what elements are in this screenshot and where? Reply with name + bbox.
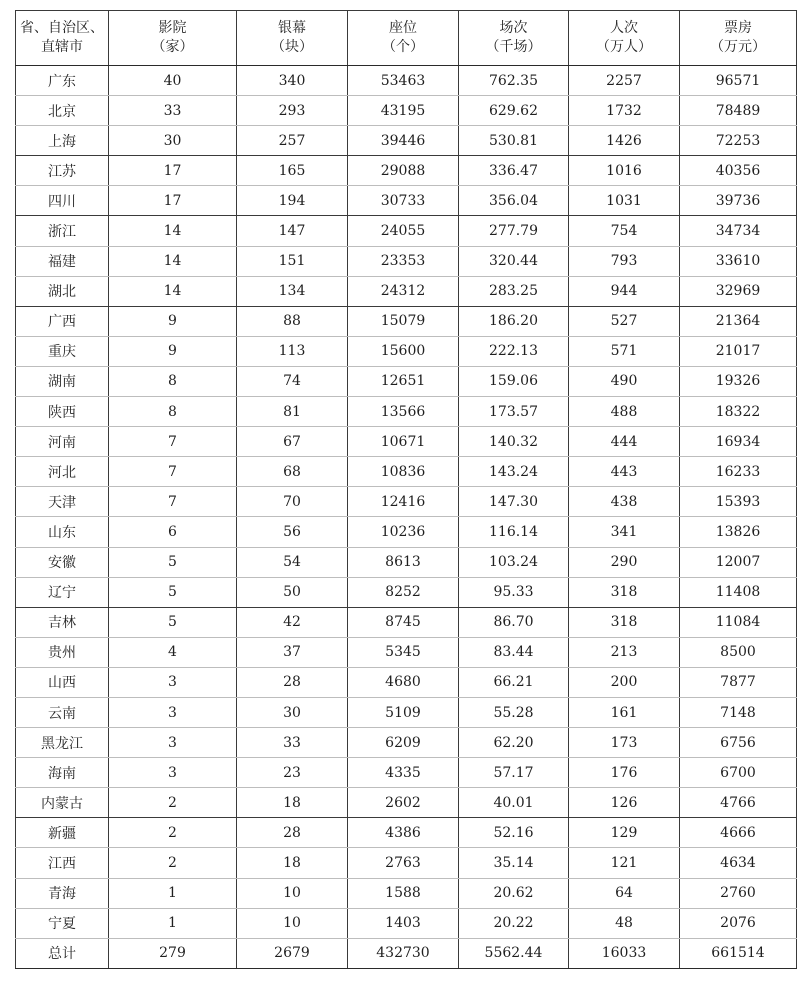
cell-screens: 10 bbox=[237, 878, 348, 908]
cell-admissions: 129 bbox=[569, 818, 680, 848]
cell-screenings: 62.20 bbox=[459, 728, 569, 758]
cell-region: 广西 bbox=[16, 306, 109, 336]
cell-admissions: 290 bbox=[569, 547, 680, 577]
cell-cinemas: 14 bbox=[109, 276, 237, 306]
cell-screens: 28 bbox=[237, 667, 348, 697]
cell-seats: 4335 bbox=[348, 758, 459, 788]
cell-box-office: 72253 bbox=[680, 126, 797, 156]
cell-screenings: 356.04 bbox=[459, 186, 569, 216]
cell-region: 安徽 bbox=[16, 547, 109, 577]
header-admissions bbox=[569, 11, 680, 66]
cell-cinemas: 4 bbox=[109, 637, 237, 667]
cell-box-office: 21017 bbox=[680, 336, 797, 366]
cell-screenings: 143.24 bbox=[459, 457, 569, 487]
total-box-office: 661514 bbox=[680, 938, 797, 968]
table-body bbox=[16, 66, 797, 969]
cell-region: 广东 bbox=[16, 66, 109, 96]
cell-box-office: 78489 bbox=[680, 96, 797, 126]
header-region bbox=[16, 11, 109, 66]
cell-screens: 67 bbox=[237, 427, 348, 457]
cell-region: 河南 bbox=[16, 427, 109, 457]
header-row bbox=[16, 11, 797, 66]
cell-region: 新疆 bbox=[16, 818, 109, 848]
cell-screens: 42 bbox=[237, 607, 348, 637]
cell-cinemas: 17 bbox=[109, 156, 237, 186]
cell-screenings: 186.20 bbox=[459, 306, 569, 336]
cell-cinemas: 5 bbox=[109, 607, 237, 637]
cell-screens: 88 bbox=[237, 306, 348, 336]
cell-cinemas: 33 bbox=[109, 96, 237, 126]
cell-admissions: 176 bbox=[569, 758, 680, 788]
cell-admissions: 318 bbox=[569, 577, 680, 607]
cell-screenings: 530.81 bbox=[459, 126, 569, 156]
table-row bbox=[16, 547, 797, 577]
cell-box-office: 40356 bbox=[680, 156, 797, 186]
cell-cinemas: 40 bbox=[109, 66, 237, 96]
cell-cinemas: 9 bbox=[109, 336, 237, 366]
cell-seats: 6209 bbox=[348, 728, 459, 758]
cell-admissions: 318 bbox=[569, 607, 680, 637]
table-row bbox=[16, 96, 797, 126]
cell-screenings: 140.32 bbox=[459, 427, 569, 457]
cell-region: 青海 bbox=[16, 878, 109, 908]
cell-screens: 74 bbox=[237, 366, 348, 396]
cell-region: 海南 bbox=[16, 758, 109, 788]
cell-screenings: 57.17 bbox=[459, 758, 569, 788]
cell-cinemas: 8 bbox=[109, 397, 237, 427]
cell-screens: 293 bbox=[237, 96, 348, 126]
table-row bbox=[16, 878, 797, 908]
cell-region: 辽宁 bbox=[16, 577, 109, 607]
cell-screenings: 159.06 bbox=[459, 366, 569, 396]
cell-screens: 257 bbox=[237, 126, 348, 156]
cell-admissions: 126 bbox=[569, 788, 680, 818]
cell-box-office: 8500 bbox=[680, 637, 797, 667]
cell-box-office: 4634 bbox=[680, 848, 797, 878]
cell-admissions: 213 bbox=[569, 637, 680, 667]
header-screens-unit: （块） bbox=[271, 39, 313, 55]
cell-box-office: 4666 bbox=[680, 818, 797, 848]
table-row bbox=[16, 517, 797, 547]
cell-screens: 113 bbox=[237, 336, 348, 366]
cell-seats: 2602 bbox=[348, 788, 459, 818]
header-box-office-unit: （万元） bbox=[710, 39, 766, 55]
table-row bbox=[16, 397, 797, 427]
table-row bbox=[16, 758, 797, 788]
header-screenings-unit: （千场） bbox=[485, 39, 542, 55]
cell-region: 黑龙江 bbox=[16, 728, 109, 758]
cell-seats: 30733 bbox=[348, 186, 459, 216]
cell-seats: 10236 bbox=[348, 517, 459, 547]
header-admissions-line1: 人次 bbox=[610, 20, 638, 36]
cell-region: 内蒙古 bbox=[16, 788, 109, 818]
header-screenings-line1: 场次 bbox=[499, 20, 528, 36]
cell-admissions: 200 bbox=[569, 667, 680, 697]
cell-seats: 8252 bbox=[348, 577, 459, 607]
cell-admissions: 341 bbox=[569, 517, 680, 547]
table-row bbox=[16, 427, 797, 457]
cell-region: 山东 bbox=[16, 517, 109, 547]
cell-screens: 56 bbox=[237, 517, 348, 547]
cell-region: 北京 bbox=[16, 96, 109, 126]
cell-screenings: 52.16 bbox=[459, 818, 569, 848]
cell-screenings: 116.14 bbox=[459, 517, 569, 547]
cell-cinemas: 30 bbox=[109, 126, 237, 156]
cell-region: 湖北 bbox=[16, 276, 109, 306]
cell-box-office: 16233 bbox=[680, 457, 797, 487]
cell-screenings: 320.44 bbox=[459, 246, 569, 276]
cell-screenings: 336.47 bbox=[459, 156, 569, 186]
header-seats bbox=[348, 11, 459, 66]
header-screens bbox=[237, 11, 348, 66]
cell-admissions: 444 bbox=[569, 427, 680, 457]
cell-screenings: 40.01 bbox=[459, 788, 569, 818]
cell-box-office: 34734 bbox=[680, 216, 797, 246]
cell-screens: 10 bbox=[237, 908, 348, 938]
cell-cinemas: 14 bbox=[109, 246, 237, 276]
total-admissions: 16033 bbox=[569, 938, 680, 968]
header-screens-line1: 银幕 bbox=[278, 20, 306, 36]
cell-cinemas: 3 bbox=[109, 697, 237, 727]
table-row bbox=[16, 848, 797, 878]
cell-screenings: 95.33 bbox=[459, 577, 569, 607]
cell-region: 宁夏 bbox=[16, 908, 109, 938]
cell-seats: 15079 bbox=[348, 306, 459, 336]
cell-admissions: 64 bbox=[569, 878, 680, 908]
table-row bbox=[16, 728, 797, 758]
cell-box-office: 19326 bbox=[680, 366, 797, 396]
cell-box-office: 7148 bbox=[680, 697, 797, 727]
cell-box-office: 15393 bbox=[680, 487, 797, 517]
table-row bbox=[16, 276, 797, 306]
cell-box-office: 32969 bbox=[680, 276, 797, 306]
cell-screenings: 147.30 bbox=[459, 487, 569, 517]
total-screenings: 5562.44 bbox=[459, 938, 569, 968]
cell-seats: 5345 bbox=[348, 637, 459, 667]
cell-region: 陕西 bbox=[16, 397, 109, 427]
table-row bbox=[16, 246, 797, 276]
cell-screens: 33 bbox=[237, 728, 348, 758]
cell-screenings: 762.35 bbox=[459, 66, 569, 96]
cell-seats: 2763 bbox=[348, 848, 459, 878]
cell-seats: 4386 bbox=[348, 818, 459, 848]
cell-screenings: 277.79 bbox=[459, 216, 569, 246]
cell-admissions: 571 bbox=[569, 336, 680, 366]
table-row bbox=[16, 487, 797, 517]
table-row bbox=[16, 126, 797, 156]
cell-screenings: 103.24 bbox=[459, 547, 569, 577]
cell-seats: 43195 bbox=[348, 96, 459, 126]
table-row bbox=[16, 306, 797, 336]
cell-screens: 30 bbox=[237, 697, 348, 727]
header-region-line1: 省、自治区、 bbox=[20, 20, 104, 36]
cell-admissions: 944 bbox=[569, 276, 680, 306]
cell-region: 重庆 bbox=[16, 336, 109, 366]
cell-admissions: 488 bbox=[569, 397, 680, 427]
cell-region: 江苏 bbox=[16, 156, 109, 186]
cell-cinemas: 5 bbox=[109, 547, 237, 577]
cell-screenings: 66.21 bbox=[459, 667, 569, 697]
header-admissions-unit: （万人） bbox=[596, 39, 652, 55]
cell-screenings: 20.62 bbox=[459, 878, 569, 908]
cell-screenings: 83.44 bbox=[459, 637, 569, 667]
header-screenings bbox=[459, 11, 569, 66]
table-row bbox=[16, 366, 797, 396]
cell-seats: 1588 bbox=[348, 878, 459, 908]
cell-seats: 39446 bbox=[348, 126, 459, 156]
total-seats: 432730 bbox=[348, 938, 459, 968]
cell-screenings: 20.22 bbox=[459, 908, 569, 938]
cell-screenings: 629.62 bbox=[459, 96, 569, 126]
cell-screenings: 173.57 bbox=[459, 397, 569, 427]
cell-region: 河北 bbox=[16, 457, 109, 487]
cell-screens: 18 bbox=[237, 788, 348, 818]
table-row bbox=[16, 216, 797, 246]
cell-seats: 8613 bbox=[348, 547, 459, 577]
cell-seats: 24055 bbox=[348, 216, 459, 246]
cell-cinemas: 1 bbox=[109, 908, 237, 938]
cell-seats: 15600 bbox=[348, 336, 459, 366]
cell-box-office: 6700 bbox=[680, 758, 797, 788]
cell-box-office: 13826 bbox=[680, 517, 797, 547]
cell-cinemas: 1 bbox=[109, 878, 237, 908]
cell-screens: 70 bbox=[237, 487, 348, 517]
cell-seats: 12651 bbox=[348, 366, 459, 396]
cell-cinemas: 6 bbox=[109, 517, 237, 547]
cell-admissions: 490 bbox=[569, 366, 680, 396]
table-row bbox=[16, 697, 797, 727]
header-region-line2: 直辖市 bbox=[41, 39, 83, 55]
cell-seats: 29088 bbox=[348, 156, 459, 186]
cell-box-office: 7877 bbox=[680, 667, 797, 697]
cell-screens: 18 bbox=[237, 848, 348, 878]
cell-seats: 8745 bbox=[348, 607, 459, 637]
cell-screenings: 35.14 bbox=[459, 848, 569, 878]
cell-cinemas: 3 bbox=[109, 667, 237, 697]
cell-screens: 151 bbox=[237, 246, 348, 276]
cell-cinemas: 2 bbox=[109, 818, 237, 848]
cell-admissions: 161 bbox=[569, 697, 680, 727]
cell-seats: 10836 bbox=[348, 457, 459, 487]
cell-cinemas: 7 bbox=[109, 457, 237, 487]
cell-admissions: 527 bbox=[569, 306, 680, 336]
cell-cinemas: 2 bbox=[109, 788, 237, 818]
table-row bbox=[16, 908, 797, 938]
cell-screens: 340 bbox=[237, 66, 348, 96]
cell-cinemas: 2 bbox=[109, 848, 237, 878]
cell-box-office: 16934 bbox=[680, 427, 797, 457]
total-row bbox=[16, 938, 797, 968]
cell-box-office: 33610 bbox=[680, 246, 797, 276]
cell-screens: 28 bbox=[237, 818, 348, 848]
cell-seats: 24312 bbox=[348, 276, 459, 306]
cell-admissions: 438 bbox=[569, 487, 680, 517]
cell-screens: 37 bbox=[237, 637, 348, 667]
cell-screens: 194 bbox=[237, 186, 348, 216]
cell-seats: 12416 bbox=[348, 487, 459, 517]
cell-box-office: 11408 bbox=[680, 577, 797, 607]
cell-region: 浙江 bbox=[16, 216, 109, 246]
cell-box-office: 2760 bbox=[680, 878, 797, 908]
table-row bbox=[16, 667, 797, 697]
cell-region: 江西 bbox=[16, 848, 109, 878]
table-row bbox=[16, 457, 797, 487]
cell-screens: 68 bbox=[237, 457, 348, 487]
cell-region: 福建 bbox=[16, 246, 109, 276]
cell-region: 贵州 bbox=[16, 637, 109, 667]
cell-cinemas: 17 bbox=[109, 186, 237, 216]
table-row bbox=[16, 577, 797, 607]
cell-seats: 4680 bbox=[348, 667, 459, 697]
cell-cinemas: 7 bbox=[109, 487, 237, 517]
cell-cinemas: 3 bbox=[109, 728, 237, 758]
header-seats-line1: 座位 bbox=[389, 20, 417, 36]
table-row bbox=[16, 186, 797, 216]
cell-region: 天津 bbox=[16, 487, 109, 517]
table-row bbox=[16, 607, 797, 637]
table-row bbox=[16, 156, 797, 186]
header-seats-unit: （个） bbox=[382, 39, 424, 55]
cell-box-office: 18322 bbox=[680, 397, 797, 427]
cell-seats: 1403 bbox=[348, 908, 459, 938]
cell-box-office: 4766 bbox=[680, 788, 797, 818]
cell-cinemas: 5 bbox=[109, 577, 237, 607]
table-row bbox=[16, 637, 797, 667]
table-row bbox=[16, 818, 797, 848]
total-screens: 2679 bbox=[237, 938, 348, 968]
cell-region: 上海 bbox=[16, 126, 109, 156]
cell-box-office: 96571 bbox=[680, 66, 797, 96]
cell-screens: 23 bbox=[237, 758, 348, 788]
cell-screens: 50 bbox=[237, 577, 348, 607]
cell-admissions: 1016 bbox=[569, 156, 680, 186]
header-box-office-line1: 票房 bbox=[724, 20, 752, 36]
cell-seats: 53463 bbox=[348, 66, 459, 96]
cinema-statistics-table bbox=[15, 10, 797, 969]
cell-admissions: 1426 bbox=[569, 126, 680, 156]
cell-admissions: 173 bbox=[569, 728, 680, 758]
cell-region: 湖南 bbox=[16, 366, 109, 396]
cell-cinemas: 3 bbox=[109, 758, 237, 788]
cell-box-office: 21364 bbox=[680, 306, 797, 336]
cell-box-office: 12007 bbox=[680, 547, 797, 577]
cell-screenings: 55.28 bbox=[459, 697, 569, 727]
header-box-office bbox=[680, 11, 797, 66]
cell-cinemas: 9 bbox=[109, 306, 237, 336]
cell-screenings: 283.25 bbox=[459, 276, 569, 306]
cell-screens: 134 bbox=[237, 276, 348, 306]
cell-admissions: 443 bbox=[569, 457, 680, 487]
cell-screens: 81 bbox=[237, 397, 348, 427]
cell-box-office: 11084 bbox=[680, 607, 797, 637]
cell-admissions: 121 bbox=[569, 848, 680, 878]
table-row bbox=[16, 788, 797, 818]
header-cinemas-line1: 影院 bbox=[158, 20, 187, 36]
cell-screenings: 222.13 bbox=[459, 336, 569, 366]
total-cinemas: 279 bbox=[109, 938, 237, 968]
cell-screens: 147 bbox=[237, 216, 348, 246]
header-cinemas-unit: （家） bbox=[151, 39, 194, 55]
cell-seats: 13566 bbox=[348, 397, 459, 427]
cell-cinemas: 8 bbox=[109, 366, 237, 396]
cell-region: 山西 bbox=[16, 667, 109, 697]
cell-admissions: 2257 bbox=[569, 66, 680, 96]
cell-box-office: 2076 bbox=[680, 908, 797, 938]
cell-seats: 5109 bbox=[348, 697, 459, 727]
cell-seats: 10671 bbox=[348, 427, 459, 457]
cell-region: 四川 bbox=[16, 186, 109, 216]
cell-admissions: 754 bbox=[569, 216, 680, 246]
cell-seats: 23353 bbox=[348, 246, 459, 276]
cell-cinemas: 7 bbox=[109, 427, 237, 457]
cell-admissions: 48 bbox=[569, 908, 680, 938]
cell-admissions: 1031 bbox=[569, 186, 680, 216]
header-cinemas bbox=[109, 11, 237, 66]
cell-box-office: 39736 bbox=[680, 186, 797, 216]
cell-box-office: 6756 bbox=[680, 728, 797, 758]
cell-region: 吉林 bbox=[16, 607, 109, 637]
total-region: 总计 bbox=[16, 938, 109, 968]
cell-screenings: 86.70 bbox=[459, 607, 569, 637]
cell-admissions: 793 bbox=[569, 246, 680, 276]
table-row bbox=[16, 66, 797, 96]
cell-region: 云南 bbox=[16, 697, 109, 727]
cell-screens: 54 bbox=[237, 547, 348, 577]
cell-screens: 165 bbox=[237, 156, 348, 186]
cell-admissions: 1732 bbox=[569, 96, 680, 126]
cell-cinemas: 14 bbox=[109, 216, 237, 246]
table-row bbox=[16, 336, 797, 366]
